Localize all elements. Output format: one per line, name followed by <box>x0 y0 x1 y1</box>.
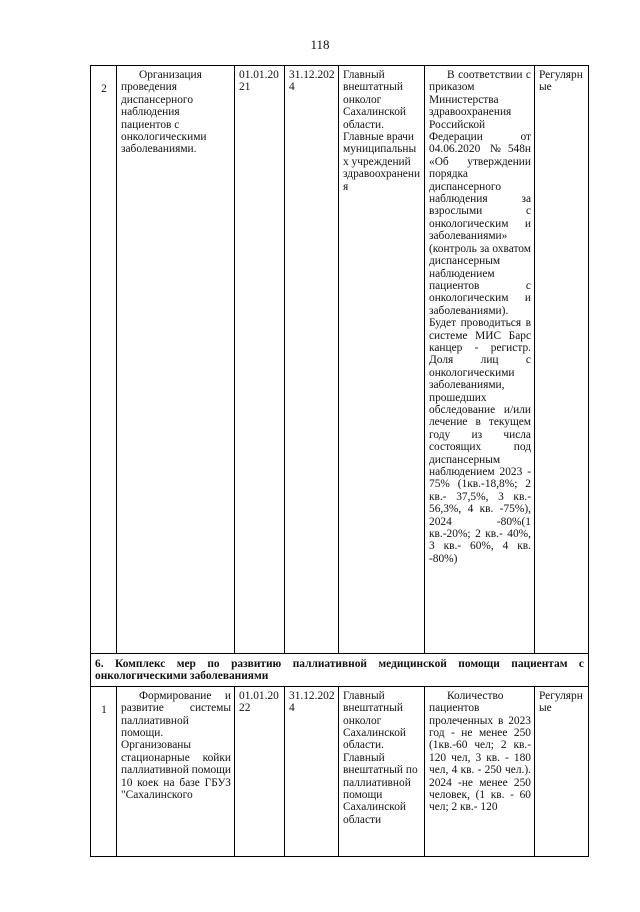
page-number: 118 <box>310 37 330 52</box>
responsible-cell: Главный внештатный онколог Сахалинской области. Главный внештатный по паллиативной помощи Сахалинской области <box>339 686 425 856</box>
responsible-cell: Главный внештатный онколог Сахалинской области. Главные врачи муниципальных учреждений здравоохранения <box>339 66 425 654</box>
row-number: 1 <box>91 686 117 856</box>
event-cell: Формирование и развитие системы паллиативной помощи. Организованы стационарные койки паллиативной помощи 10 коек на базе ГБУЗ "Сахалинского <box>117 686 235 856</box>
end-date-cell: 31.12.2024 <box>285 66 339 654</box>
end-date-cell: 31.12.2024 <box>285 686 339 856</box>
periodicity-cell: Регулярные <box>535 66 589 654</box>
periodicity-cell: Регулярные <box>535 686 589 856</box>
result-cell: Количество пациентов пролеченных в 2023 год - не менее 250 (1кв.-60 чел; 2 кв.- 120 чел, 3 кв. - 180 чел, 4 кв. - 250 чел.). 2024 -не менее 250 человек, (1 кв. - 60 чел; 2 кв.- 120 <box>425 686 535 856</box>
table-row <box>91 66 589 654</box>
section-row <box>91 654 589 687</box>
start-date-cell: 01.01.2021 <box>235 66 285 654</box>
event-cell: Организация проведения диспансерного наблюдения пациентов с онкологическими заболеваниями. <box>117 66 235 654</box>
result-cell: В соответствии с приказом Министерства здравоохранения Российской Федерации от 04.06.2020 №548н «Об утверждении порядка диспансерного наблюдения за взрослыми с онкологическим и заболеваниями» (контроль за охватом диспансерным наблюдением пациентов с онкологическим и заболеваниями). Будет проводиться в системе МИС Барс канцер - регистр. Доля лиц с онкологическими заболеваниями, прошедших обследование и/или лечение в текущем году из числа состоящих под диспансерным наблюдением 2023 - 75% (1кв.-18,8%; 2 кв.- 37,5%, 3 кв.- 56,3%, 4 кв. -75%), 2024 -80%(1 кв.-20%; 2 кв.- 40%, 3 кв.- 60%, 4 кв. -80%) <box>425 66 535 654</box>
table-row <box>91 686 589 856</box>
start-date-cell: 01.01.2022 <box>235 686 285 856</box>
section-title: 6. Комплекс мер по развитию паллиативной медицинской помощи пациентам с онкологическими заболеваниями <box>91 654 589 687</box>
plan-table <box>90 65 589 857</box>
row-number: 2 <box>91 66 117 654</box>
